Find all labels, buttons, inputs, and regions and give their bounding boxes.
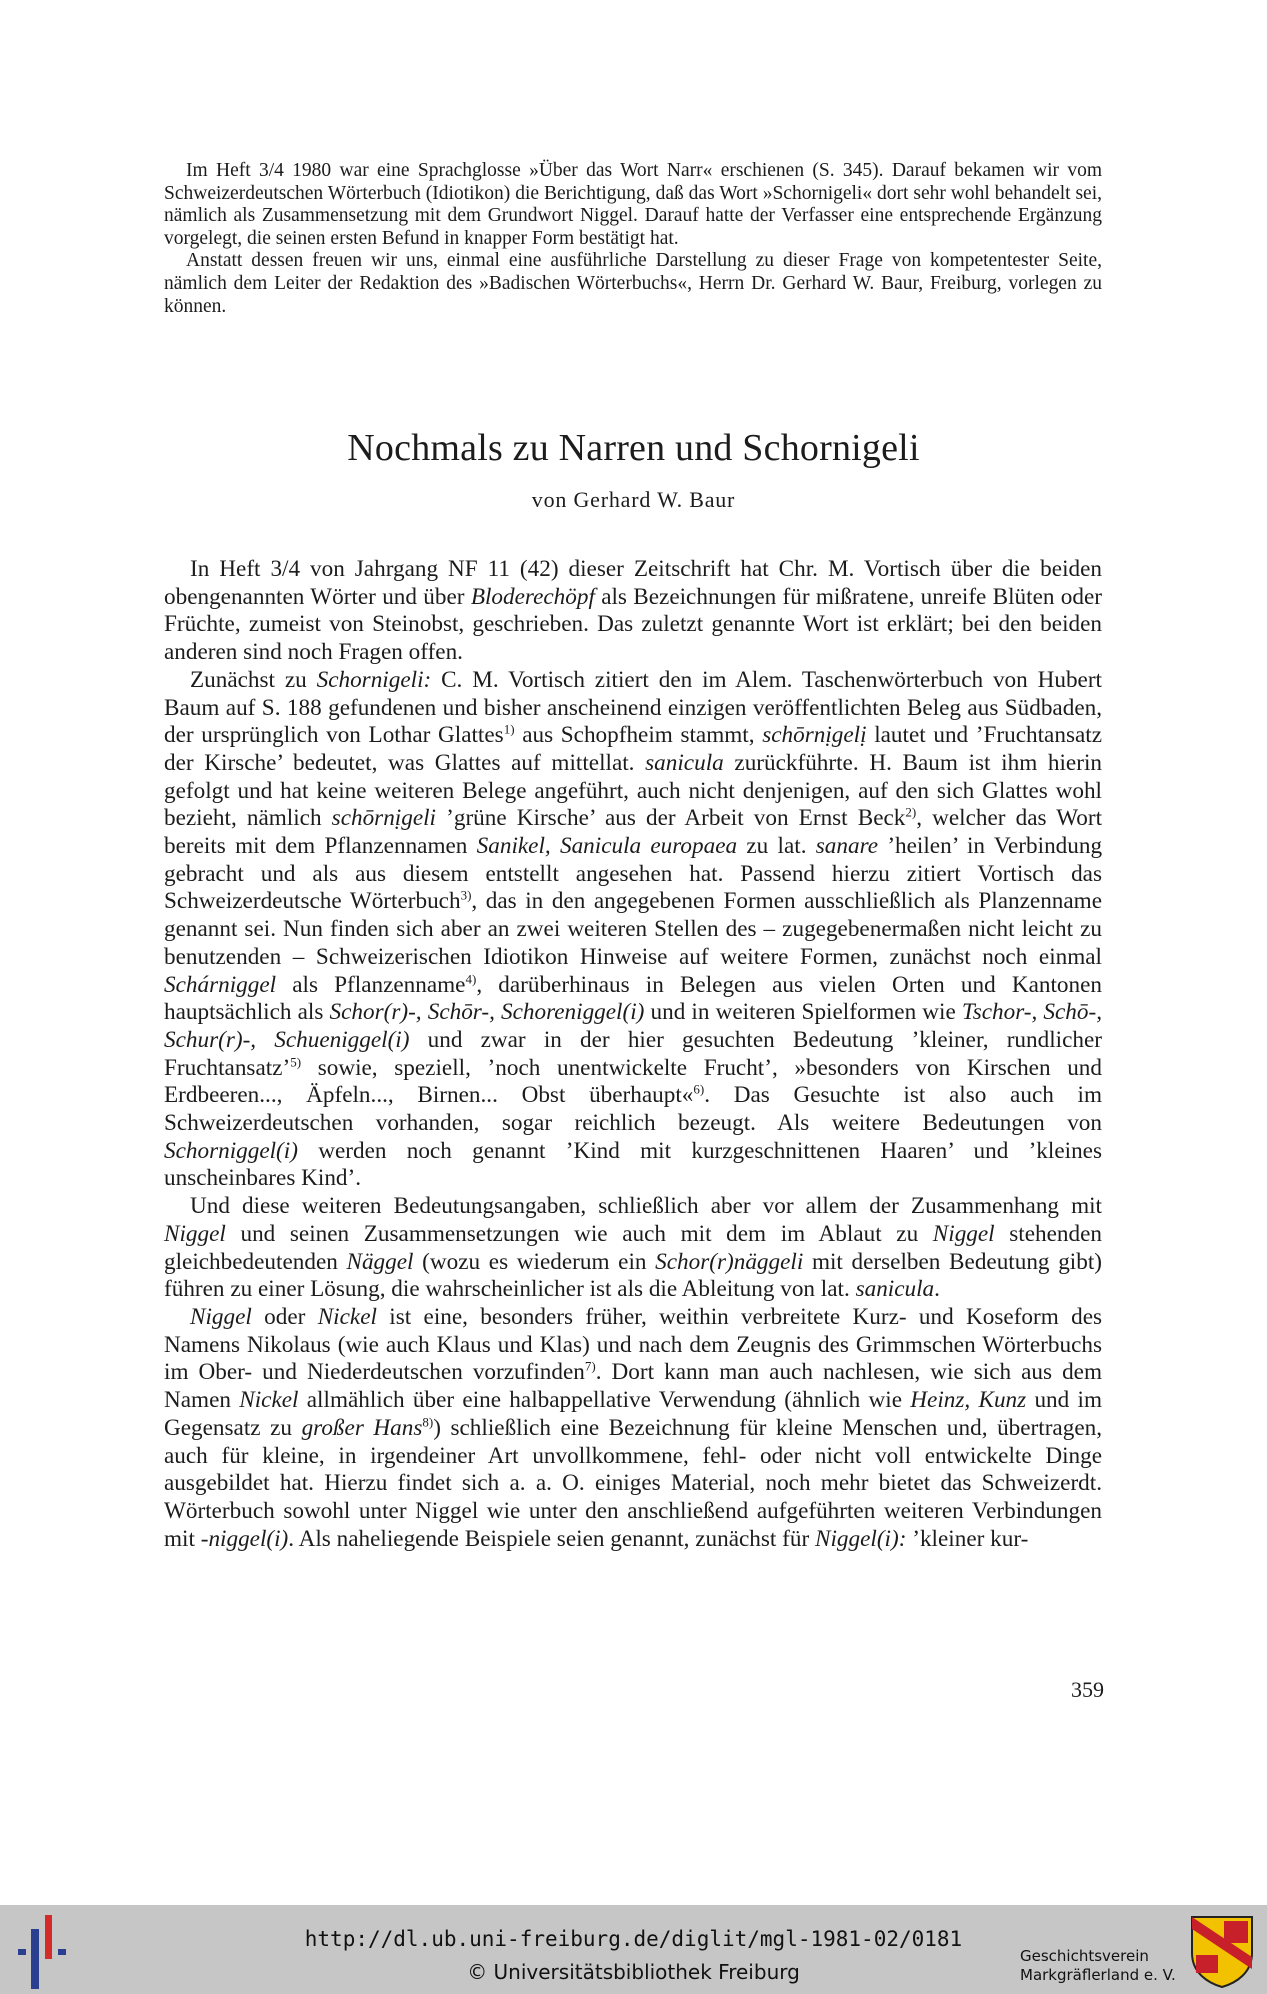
article-body	[164, 556, 1102, 1553]
body-paragraph: In Heft 3/4 von Jahrgang NF 11 (42) dieser Zeitschrift hat Chr. M. Vortisch über die beiden obengenannten Wörter und über Bloderechöpf als Bezeichnungen für mißratene, unreife Blüten oder Früchte, zumeist von Steinobst, geschrieben. Das zuletzt genannte Wort ist erklärt; bei den beiden anderen sind noch Fragen offen.	[164, 556, 1102, 666]
body-paragraph: Niggel oder Nickel ist eine, besonders früher, weithin verbreitete Kurz- und Koseform des Namens Nikolaus (wie auch Klaus und Klas) und nach dem Zeugnis des Grimmschen Wörterbuchs im Ober- und Niederdeutschen vorzufinden$^{7)}$. Dort kann man auch nachlesen, wie sich aus dem Namen Nickel allmählich über eine halbappellative Verwendung (ähnlich wie Heinz, Kunz und im Gegensatz zu großer Hans$^{8)}$) schließlich eine Bezeichnung für kleine Menschen und, übertragen, auch für kleine, in irgendeiner Art unvollkommene, fehl- oder nicht voll entwickelte Dinge ausgebildet hat. Hierzu findet sich a. a. O. einiges Material, noch mehr bietet das Schweizerdt. Wörterbuch sowohl unter Niggel wie unter den anschließend aufgeführten weiteren Verbindungen mit -niggel(i). Als naheliegende Beispiele seien genannt, zunächst für Niggel(i): ’kleiner kur-	[164, 1303, 1103, 1552]
editorial-note-paragraph: Im Heft 3/4 1980 war eine Sprachglosse »Über das Wort Narr« erschienen (S. 345). Darauf bekamen wir vom Schweizerdeutschen Wörterbuch (Idiotikon) die Berichtigung, daß das Wort »Schornigeli« dort sehr wohl behandelt sei, nämlich als Zusammensetzung mit dem Grundwort Niggel. Darauf hatte der Verfasser eine entsprechende Ergänzung vorgelegt, die seinen ersten Befund in knapper Form bestätigt hat.	[164, 160, 1102, 249]
body-paragraph: Und diese weiteren Bedeutungsangaben, schließlich aber vor allem der Zusammenhang mit Niggel und seinen Zusammensetzungen wie auch mit dem im Ablaut zu Niggel stehenden gleichbedeutenden Näggel (wozu es wiederum ein Schor(r)näggeli mit derselben Bedeutung gibt) führen zu einer Lösung, die wahrscheinlicher ist als die Ableitung von lat. sanicula.	[164, 1193, 1102, 1303]
article-title: Nochmals zu Narren und Schornigeli	[347, 427, 920, 469]
body-paragraph: Zunächst zu Schornigeli: C. M. Vortisch zitiert den im Alem. Taschenwörterbuch von Hubert Baum auf S. 188 gefundenen und bisher anscheinend einzigen veröffentlichten Beleg aus Südbaden, der ursprünglich von Lothar Glattes$^{1)}$ aus Schopfheim stammt, schōrnịgelị lautet und ’Fruchtansatz der Kirsche’ bedeutet, was Glattes auf mittellat. sanicula zurückführte. H. Baum ist ihm hierin gefolgt und hat keine weiteren Belege angeführt, auch nicht denjenigen, auf den sich Glattes wohl bezieht, nämlich schōrnịgeli ’grüne Kirsche’ aus der Arbeit von Ernst Beck$^{2)}$, welcher das Wort bereits mit dem Pflanzennamen Sanikel, Sanicula europaea zu lat. sanare ’heilen’ in Verbindung gebracht und als aus diesem entstellt angesehen hat. Passend hierzu zitiert Vortisch das Schweizerdeutsche Wörterbuch$^{3)}$, das in den angegebenen Formen ausschließlich als Planzenname genannt sei. Nun finden sich aber an zwei weiteren Stellen des – zugegebenermaßen nicht leicht zu benutzenden – Schweizerischen Idiotikon Hinweise auf weitere Formen, zunächst noch einmal Schárniggel als Pflanzenname$^{4)}$, darüberhinaus in Belegen aus vielen Orten und Kantonen hauptsächlich als Schor(r)-, Schōr-, Schoreniggel(i) und in weiteren Spielformen wie Tschor-, Schō-, Schur(r)-, Schueniggel(i) und zwar in der hier gesuchten Bedeutung ’kleiner, rundlicher Fruchtansatz’$^{5)}$ sowie, speziell, ’noch unentwickelte Frucht’, »besonders von Kirschen und Erdbeeren..., Äpfeln..., Birnen... Obst überhaupt«$^{6)}$. Das Gesuchte ist also auch im Schweizerdeutschen vorhanden, sogar reichlich bezeugt. Als weitere Bedeutungen von Schorniggel(i) werden noch genannt ’Kind mit kurzgeschnittenen Haaren’ und ’kleines unscheinbares Kind’.	[164, 666, 1103, 1192]
editorial-note-paragraph: Anstatt dessen freuen wir uns, einmal eine ausführliche Darstellung zu dieser Frage von kompetentester Seite, nämlich dem Leiter der Redaktion des »Badischen Wörterbuchs«, Herrn Dr. Gerhard W. Baur, Freiburg, vorlegen zu können.	[164, 250, 1102, 317]
society-name-line: Markgräflerland e. V.	[1020, 1966, 1176, 1984]
society-name-line: Geschichtsverein	[1020, 1947, 1149, 1965]
coat-of-arms-icon	[1188, 1913, 1256, 1989]
article-author: von Gerhard W. Baur	[531, 487, 736, 512]
document-url-link[interactable]: http://dl.ub.uni-freiburg.de/diglit/mgl-1981-02/0181	[304, 1927, 963, 1951]
page-number: 359	[1071, 1677, 1104, 1702]
editorial-note	[164, 160, 1102, 318]
society-name	[1020, 1947, 1180, 1985]
viewer-footer	[0, 1905, 1267, 1994]
copyright-notice: © Universitätsbibliothek Freiburg	[467, 1960, 800, 1984]
